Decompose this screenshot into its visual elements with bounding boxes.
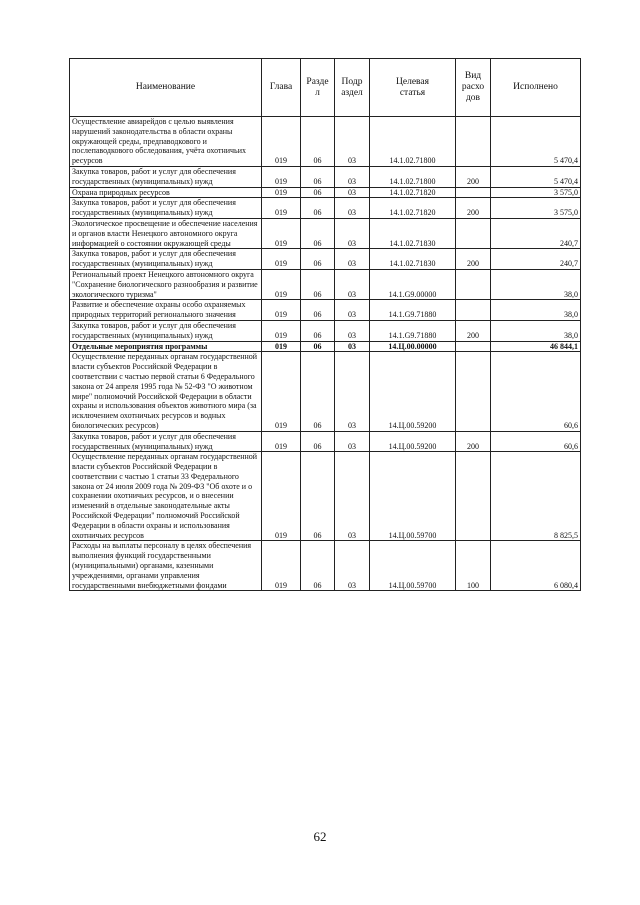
cell-done: 60,6 [491,352,581,431]
cell-glava: 019 [262,117,301,167]
cell-name: Осуществление авиарейдов с целью выявления нарушений законодательства в области охраны окружающей среды, предпаводкового и послепаводкового обследования, учёта охотничьих ресурсов [70,117,262,167]
cell-glava: 019 [262,198,301,219]
table-row [70,300,581,321]
cell-vid: 200 [456,198,491,219]
cell-name: Закупка товаров, работ и услуг для обеспечения государственных (муниципальных) нужд [70,198,262,219]
table-row [70,198,581,219]
cell-vid [456,352,491,431]
cell-target: 14.1.02.71820 [370,198,456,219]
cell-target: 14.1.02.71820 [370,187,456,198]
cell-podrazdel: 03 [335,269,370,299]
header-razdel: Разде л [301,59,335,117]
cell-done: 38,0 [491,269,581,299]
header-done: Исполнено [491,59,581,117]
header-target: Целевая статья [370,59,456,117]
cell-target: 14.Ц.00.00000 [370,341,456,352]
cell-name: Региональный проект Ненецкого автономного округа "Сохранение биологического разнообразия и развитие экологического туризма" [70,269,262,299]
cell-vid: 200 [456,320,491,341]
cell-done: 5 470,4 [491,166,581,187]
header-glava: Глава [262,59,301,117]
cell-vid [456,452,491,541]
cell-name: Закупка товаров, работ и услуг для обеспечения государственных (муниципальных) нужд [70,431,262,452]
cell-done: 38,0 [491,300,581,321]
table-row [70,352,581,431]
cell-podrazdel: 03 [335,218,370,248]
cell-vid [456,187,491,198]
cell-target: 14.1.02.71800 [370,166,456,187]
cell-done: 38,0 [491,320,581,341]
cell-target: 14.1.02.71830 [370,249,456,270]
cell-name: Закупка товаров, работ и услуг для обеспечения государственных (муниципальных) нужд [70,166,262,187]
cell-vid [456,269,491,299]
cell-target: 14.Ц.00.59700 [370,541,456,591]
cell-name: Закупка товаров, работ и услуг для обеспечения государственных (муниципальных) нужд [70,320,262,341]
cell-razdel: 06 [301,452,335,541]
table-row [70,541,581,591]
cell-glava: 019 [262,341,301,352]
budget-table-container [69,58,580,591]
cell-done: 60,6 [491,431,581,452]
cell-razdel: 06 [301,300,335,321]
cell-name: Отдельные мероприятия программы [70,341,262,352]
cell-glava: 019 [262,269,301,299]
cell-razdel: 06 [301,320,335,341]
cell-glava: 019 [262,431,301,452]
cell-done: 8 825,5 [491,452,581,541]
cell-razdel: 06 [301,187,335,198]
budget-table [69,58,581,591]
cell-target: 14.1.G9.71880 [370,300,456,321]
cell-podrazdel: 03 [335,320,370,341]
cell-razdel: 06 [301,541,335,591]
cell-glava: 019 [262,166,301,187]
cell-name: Расходы на выплаты персоналу в целях обеспечения выполнения функций государственными (муниципальными) органами, казенными учреждениями, органами управления государственными внебюджетными фондами [70,541,262,591]
cell-target: 14.Ц.00.59700 [370,452,456,541]
cell-glava: 019 [262,187,301,198]
cell-done: 5 470,4 [491,117,581,167]
cell-name: Осуществление переданных органам государственной власти субъектов Российской Федерации в соответствии с частью 1 статьи 33 Федерального закона от 24 июля 2009 года № 209-ФЗ "Об охоте и о сохранении охотничьих ресурсов, и о внесении изменений в отдельные законодательные акты Российской Федерации" полномочий Российской Федерации в области охраны и использования охотничьих ресурсов [70,452,262,541]
cell-glava: 019 [262,541,301,591]
table-row [70,341,581,352]
table-row [70,166,581,187]
cell-razdel: 06 [301,341,335,352]
cell-target: 14.1.G9.71880 [370,320,456,341]
cell-podrazdel: 03 [335,541,370,591]
table-row [70,249,581,270]
table-row [70,452,581,541]
cell-name: Охрана природных ресурсов [70,187,262,198]
cell-podrazdel: 03 [335,352,370,431]
cell-target: 14.Ц.00.59200 [370,431,456,452]
table-row [70,117,581,167]
cell-glava: 019 [262,352,301,431]
cell-podrazdel: 03 [335,198,370,219]
cell-target: 14.1.02.71830 [370,218,456,248]
page-number: 62 [313,829,327,844]
table-row [70,269,581,299]
cell-name: Закупка товаров, работ и услуг для обеспечения государственных (муниципальных) нужд [70,249,262,270]
cell-vid [456,341,491,352]
cell-name: Экологическое просвещение и обеспечение населения и органов власти Ненецкого автономного округа информацией о состоянии окружающей среды [70,218,262,248]
cell-vid: 200 [456,166,491,187]
cell-razdel: 06 [301,249,335,270]
table-row [70,218,581,248]
cell-podrazdel: 03 [335,187,370,198]
cell-vid [456,300,491,321]
cell-podrazdel: 03 [335,166,370,187]
cell-podrazdel: 03 [335,300,370,321]
cell-podrazdel: 03 [335,452,370,541]
table-header-row [70,59,581,117]
cell-vid: 100 [456,541,491,591]
cell-razdel: 06 [301,352,335,431]
cell-glava: 019 [262,320,301,341]
header-name: Наименование [70,59,262,117]
cell-done: 240,7 [491,249,581,270]
table-row [70,187,581,198]
cell-podrazdel: 03 [335,117,370,167]
cell-vid [456,218,491,248]
cell-glava: 019 [262,249,301,270]
cell-target: 14.1.02.71800 [370,117,456,167]
table-row [70,431,581,452]
cell-razdel: 06 [301,269,335,299]
header-podrazdel: Подр аздел [335,59,370,117]
cell-done: 240,7 [491,218,581,248]
cell-done: 3 575,0 [491,198,581,219]
cell-razdel: 06 [301,117,335,167]
cell-razdel: 06 [301,198,335,219]
cell-glava: 019 [262,218,301,248]
header-vid: Вид расхо дов [456,59,491,117]
table-row [70,320,581,341]
cell-glava: 019 [262,300,301,321]
cell-vid: 200 [456,249,491,270]
cell-razdel: 06 [301,431,335,452]
cell-done: 46 844,1 [491,341,581,352]
cell-razdel: 06 [301,166,335,187]
cell-vid [456,117,491,167]
cell-target: 14.Ц.00.59200 [370,352,456,431]
cell-podrazdel: 03 [335,341,370,352]
cell-razdel: 06 [301,218,335,248]
cell-done: 3 575,0 [491,187,581,198]
cell-done: 6 080,4 [491,541,581,591]
cell-name: Осуществление переданных органам государственной власти субъектов Российской Федерации в соответствии с частью первой статьи 6 Федерального закона от 24 апреля 1995 года № 52-ФЗ "О животном мире" полномочий Российской Федерации в области охраны и использования объектов животного мира (за исключением охотничьих ресурсов и водных биологических ресурсов) [70,352,262,431]
cell-name: Развитие и обеспечение охраны особо охраняемых природных территорий регионального значения [70,300,262,321]
cell-target: 14.1.G9.00000 [370,269,456,299]
cell-podrazdel: 03 [335,431,370,452]
cell-glava: 019 [262,452,301,541]
cell-vid: 200 [456,431,491,452]
cell-podrazdel: 03 [335,249,370,270]
